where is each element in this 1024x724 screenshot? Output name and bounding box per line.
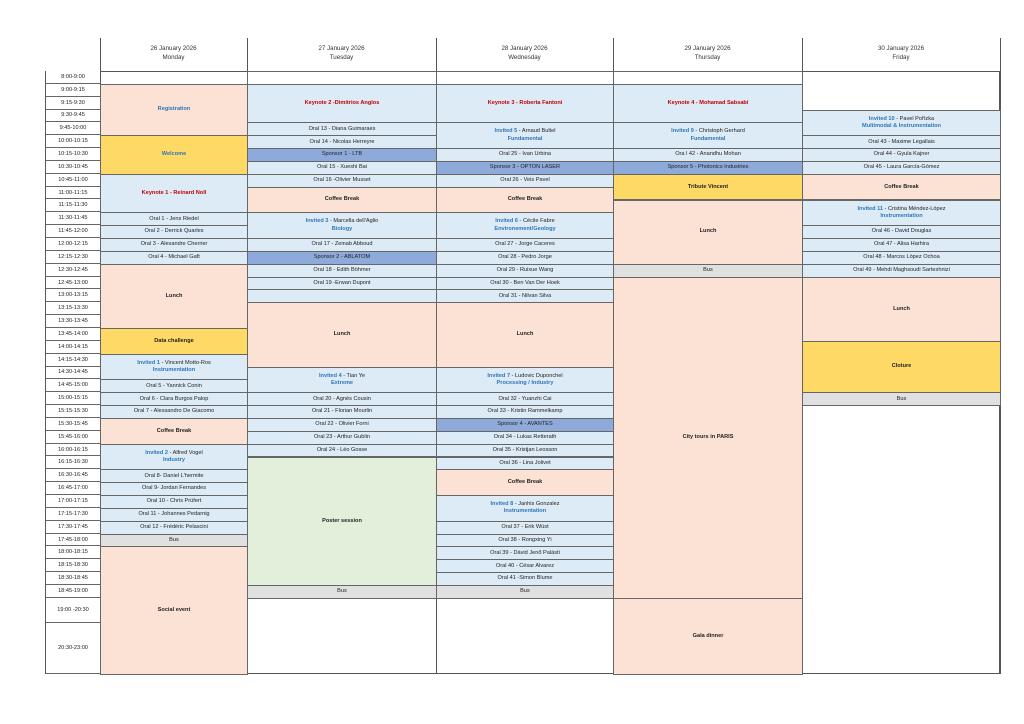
session-title: Oral 27 - Jorge Caceres (495, 241, 555, 248)
time-slot: 15:00-15:15 (46, 392, 100, 405)
session-block[interactable] (436, 444, 614, 458)
session-type: Invited 2 (145, 449, 168, 456)
session-block[interactable] (247, 122, 437, 136)
session-block[interactable] (247, 302, 437, 367)
session-block[interactable] (613, 598, 803, 675)
time-slot: 16:45-17:00 (46, 482, 100, 495)
time-slot: 14:30-14:45 (46, 367, 100, 380)
session-title: Oral 9- Jordan Fernandes (141, 485, 207, 492)
session-title: Oral 7 - Alessandro De Giacomo (133, 408, 215, 415)
day-date: 26 January 2026 (150, 45, 197, 52)
session-block[interactable] (100, 225, 248, 239)
session-title: Invited 6 - Cécile Fabre (495, 218, 555, 225)
session-block[interactable] (436, 457, 614, 471)
time-slot: 15:45-16:00 (46, 431, 100, 444)
session-title: Tribute Vincent (687, 183, 729, 190)
session-type: Invited 10 (868, 115, 895, 122)
session-title: Keynote 4 - Mohamad Sabsabi (667, 99, 749, 106)
session-title: Welcome (161, 151, 187, 158)
session-title: Oral 47 - Alisa Harhira (873, 241, 930, 248)
session-type: Invited 9 (671, 128, 694, 135)
session-block[interactable] (100, 251, 248, 265)
session-block[interactable] (100, 508, 248, 522)
session-block[interactable] (436, 469, 614, 496)
time-slot: 11:30-11:45 (46, 212, 100, 225)
time-slot: 11:00-11:15 (46, 187, 100, 200)
session-block[interactable] (100, 135, 248, 175)
day-weekday: Monday (162, 54, 185, 61)
session-title: Oral 6 - Clara Burgos Palop (139, 395, 209, 402)
session-title: Oral 30 - Ben Van Der Hoek (490, 279, 560, 286)
session-title: Oral 45 - Laura García-Gómez (863, 164, 940, 171)
session-title: Coffee Break (507, 479, 543, 486)
session-block[interactable] (247, 264, 437, 278)
session-block[interactable] (436, 392, 614, 406)
session-title: Oral 49 - Mehdi Maghsoudi Sarteshnizi (853, 267, 950, 274)
day-header (613, 44, 802, 70)
time-slot: 14:15-14:30 (46, 354, 100, 367)
session-block[interactable] (100, 264, 248, 329)
time-slot: 12:00-12:15 (46, 238, 100, 251)
session-title: Lunch (893, 305, 910, 312)
session-block[interactable] (100, 174, 248, 214)
time-slot: 15:15-15:30 (46, 405, 100, 418)
session-topic: Fundamental (507, 135, 543, 142)
session-block[interactable] (100, 405, 248, 419)
session-block[interactable] (802, 200, 1001, 227)
session-title: Oral 34 - Lukas Retterath (493, 434, 557, 441)
session-title: Oral 12 - Frédéric Pelascini (140, 524, 208, 531)
day-header (100, 44, 247, 70)
session-title: Invited 7 - Ludovic Duponchel (487, 372, 563, 379)
session-title: Oral 21 - Florian Mourlin (311, 408, 373, 415)
session-block[interactable] (613, 200, 803, 265)
day-header (802, 44, 1000, 70)
time-slot: 14:45-15:00 (46, 379, 100, 392)
session-block[interactable] (100, 546, 248, 674)
session-title: Oral 33 - Kristin Rammelkamp (487, 408, 563, 415)
session-title: Oral 19 -Erwan Dupont (313, 279, 371, 286)
time-slot: 9:30-9:45 (46, 110, 100, 123)
session-block[interactable] (436, 405, 614, 419)
session-block[interactable] (436, 212, 614, 239)
time-slot: 18:45-19:00 (46, 585, 100, 598)
session-block[interactable] (613, 71, 803, 85)
session-title: Invited 1 - Vincent Motto-Ros (137, 359, 211, 366)
session-title: Sponsor 4 - AVANTES (497, 421, 553, 428)
session-block[interactable] (100, 379, 248, 393)
session-type: Invited 11 (857, 205, 883, 212)
session-block[interactable] (436, 161, 614, 175)
time-slot: 13:15-13:30 (46, 302, 100, 315)
session-title: Keynote 3 - Roberta Fantoni (487, 99, 563, 106)
session-topic: Fundamental (690, 135, 726, 142)
session-block[interactable] (436, 174, 614, 188)
session-title: Invited 10 - Pavel Pořízka (868, 115, 935, 122)
session-block[interactable] (613, 277, 803, 599)
session-block[interactable] (802, 161, 1001, 175)
session-title: Social event (157, 607, 191, 613)
session-block[interactable] (100, 418, 248, 445)
time-slot: 10:45-11:00 (46, 174, 100, 187)
session-block[interactable] (247, 71, 437, 85)
session-title: Oral 4 - Michael Gaft (148, 254, 200, 261)
session-block[interactable] (247, 135, 437, 149)
session-title: Coffee Break (507, 196, 543, 203)
session-title: Invited 9 - Christoph Gerhard (671, 128, 745, 135)
time-slot: 13:45-14:00 (46, 328, 100, 341)
session-title: Oral 11 - Johannes Pedarnig (138, 511, 210, 518)
time-slot: 8:00-9:00 (46, 71, 100, 84)
session-title: Oral 32 - Yuanzhi Cai (498, 395, 552, 402)
session-topic: Extreme (330, 379, 354, 386)
session-block[interactable] (247, 444, 437, 458)
session-title: Lunch (333, 331, 351, 338)
session-block[interactable] (247, 585, 437, 599)
session-title: Oral 22 - Olivier Forni (315, 421, 369, 428)
session-block[interactable] (613, 84, 803, 124)
session-title: Oral 48 - Marcos López Ochoa (863, 254, 940, 261)
session-type: Invited 5 (494, 128, 518, 135)
session-title: Lunch (165, 292, 183, 299)
session-block[interactable] (436, 71, 614, 85)
session-block[interactable] (100, 238, 248, 252)
session-title: Oral 31 - Nilvan Silva (498, 292, 552, 299)
session-title: Oral 1 - Jens Riedel (149, 215, 199, 222)
session-topic: Biology (331, 225, 353, 232)
session-block[interactable] (247, 251, 437, 265)
session-title: Gala dinner (692, 632, 724, 639)
session-topic: Processing / Industry (496, 379, 554, 386)
session-block[interactable] (100, 392, 248, 406)
session-title: Data challenge (154, 337, 194, 344)
time-slot: 11:15-11:30 (46, 200, 100, 213)
session-title: Oral 8- Daniel L'hermite (144, 472, 204, 479)
time-slot: 12:30-12:45 (46, 264, 100, 277)
session-block[interactable] (436, 264, 614, 278)
session-block[interactable] (436, 367, 614, 394)
session-block[interactable] (100, 84, 248, 136)
session-block[interactable] (436, 418, 614, 432)
session-title: Oral 14 - Nicolas Herreyre (309, 138, 375, 145)
day-weekday: Thursday (694, 54, 721, 61)
day-weekday: Tuesday (329, 54, 354, 61)
session-block[interactable] (436, 238, 614, 252)
session-block[interactable] (436, 572, 614, 586)
session-block[interactable] (436, 521, 614, 535)
session-topic: Industry (162, 456, 186, 463)
session-block[interactable] (100, 354, 248, 381)
session-title: Oral 35 - Kristjan Leosson (492, 446, 558, 453)
session-block[interactable] (802, 225, 1001, 239)
time-slot: 17:30-17:45 (46, 521, 100, 534)
session-block[interactable] (802, 110, 1001, 137)
session-title: Oral 20 - Agnès Cousin (313, 395, 371, 402)
session-block[interactable] (247, 174, 437, 188)
session-title: Oral 40 - César Alvarez (495, 562, 555, 569)
session-title: Bus (703, 267, 713, 274)
time-slot: 13:00-13:15 (46, 289, 100, 302)
time-slot: 17:15-17:30 (46, 508, 100, 521)
day-header (436, 44, 613, 70)
time-slot: 16:00-16:15 (46, 444, 100, 457)
time-slot: 13:30-13:45 (46, 315, 100, 328)
session-block[interactable] (436, 277, 614, 291)
session-block[interactable] (247, 238, 437, 252)
session-block[interactable] (802, 277, 1001, 342)
day-weekday: Friday (892, 54, 910, 61)
session-block[interactable] (436, 302, 614, 367)
session-block[interactable] (436, 559, 614, 573)
time-slot: 9:45-10:00 (46, 122, 100, 135)
session-topic: Instrumentation (152, 367, 196, 374)
session-block[interactable] (613, 148, 803, 162)
session-block[interactable] (247, 212, 437, 239)
session-block[interactable] (436, 84, 614, 124)
time-slot: 14:00-14:15 (46, 341, 100, 354)
day-weekday: Wednesday (508, 54, 541, 61)
session-topic: Environement/Geology (494, 225, 556, 232)
time-slot: 18:30-18:45 (46, 572, 100, 585)
session-title: Oral 5 - Yannick Conin (146, 382, 202, 389)
session-title: Invited 8 - Janhis Gonzalez (490, 501, 560, 508)
session-block[interactable] (100, 495, 248, 509)
session-title: Bus (169, 536, 179, 543)
session-block[interactable] (100, 469, 248, 483)
session-title: Sponsor 2 - ABLATOM (313, 254, 371, 261)
time-slot: 11:45-12:00 (46, 225, 100, 238)
session-title: City tours in PARIS (682, 434, 734, 441)
session-title: Invited 2 - Alfred Vogel (145, 449, 203, 456)
session-type: Invited 8 (490, 501, 514, 508)
day-date: 30 January 2026 (877, 45, 925, 52)
session-title: Oral 24 - Léo Gosse (316, 446, 368, 453)
time-slot: 18:00-18:15 (46, 546, 100, 559)
session-title: Oral 46 - David Douglas (871, 228, 932, 235)
session-title: Oral 29 - Ruixue Wang (496, 267, 554, 274)
session-title: Sponsor 3 - OPTON LASER (489, 164, 561, 171)
session-title: Oral 15 - Xueshi Bai (316, 164, 368, 171)
session-title: Poster session (322, 517, 362, 524)
session-block[interactable] (802, 392, 1001, 406)
session-block[interactable] (613, 161, 803, 175)
session-block[interactable] (613, 264, 803, 278)
session-title: Ora l 42 - Anandhu Mohan (675, 151, 741, 158)
session-title: Oral 16 -Olivier Musset (313, 177, 371, 184)
time-slot: 10:00-10:15 (46, 135, 100, 148)
time-slot: 16:30-16:45 (46, 469, 100, 482)
session-title: Invited 4 - Tian Ye (318, 372, 366, 379)
session-block[interactable] (436, 495, 614, 522)
session-title: Oral 41 -Simon Blume (497, 575, 553, 582)
session-block[interactable] (802, 174, 1001, 201)
session-type: Invited 1 (137, 359, 160, 366)
time-slot: 17:00-17:15 (46, 495, 100, 508)
time-slot: 10:30-10:45 (46, 161, 100, 174)
session-title: Coffee Break (324, 196, 360, 203)
session-block[interactable] (247, 84, 437, 124)
session-topic: Instrumentation (503, 508, 547, 515)
session-block[interactable] (247, 418, 437, 432)
session-block[interactable] (802, 251, 1001, 265)
session-title: Oral 17 - Zeinab Abboud (311, 241, 373, 248)
session-block[interactable] (247, 161, 437, 175)
session-block[interactable] (613, 122, 803, 149)
session-block[interactable] (247, 289, 437, 303)
session-title: Invited 3 - Marcella dell'Aglio (305, 218, 379, 225)
session-block[interactable] (247, 392, 437, 406)
time-slot: 12:45-13:00 (46, 277, 100, 290)
session-block[interactable] (802, 148, 1001, 162)
time-slot: 19:00 -20:30 (46, 598, 100, 624)
time-slot: 9:00-9:15 (46, 84, 100, 97)
session-title: Oral 23 - Arthur Gublin (314, 434, 370, 441)
session-block[interactable] (100, 521, 248, 535)
session-title: Oral 26 - Veis Pavel (500, 177, 550, 184)
time-slot: 10:15-10:30 (46, 148, 100, 161)
session-title: Oral 37 - Erik Wüst (501, 524, 549, 531)
time-slot: 16:15-16:30 (46, 457, 100, 470)
time-slot: 17:45-18:00 (46, 534, 100, 547)
session-title: Bus (896, 395, 907, 402)
session-block[interactable] (247, 405, 437, 419)
session-topic: Instrumentation (880, 212, 923, 219)
session-title: Oral 13 - Diana Guimaraes (308, 125, 376, 132)
time-slot: 18:15-18:30 (46, 559, 100, 572)
session-title: Keynote 2 -Dimitrios Anglos (304, 99, 380, 106)
session-block[interactable] (436, 585, 614, 599)
session-block[interactable] (436, 534, 614, 548)
session-block[interactable] (436, 187, 614, 214)
session-block[interactable] (436, 148, 614, 162)
session-title: Lunch (699, 228, 717, 235)
session-block[interactable] (436, 289, 614, 303)
time-slot: 20:30-23:00 (46, 623, 100, 674)
session-title: Coffee Break (156, 427, 192, 434)
session-type: Invited 6 (495, 218, 518, 225)
session-block[interactable] (247, 431, 437, 445)
time-slot: 12:15-12:30 (46, 251, 100, 264)
session-block[interactable] (247, 457, 437, 587)
day-header (247, 44, 436, 70)
session-title: Oral 2 - Derrick Quarles (144, 228, 204, 235)
session-block[interactable] (802, 238, 1001, 252)
session-block[interactable] (100, 482, 248, 496)
session-title: Oral 10 - Chris Prüfert (146, 498, 202, 505)
session-type: Invited 3 (305, 218, 329, 225)
session-type: Invited 4 (318, 372, 342, 379)
session-title: Registration (157, 106, 191, 113)
session-block[interactable] (247, 187, 437, 214)
session-block[interactable] (247, 367, 437, 394)
session-title: Invited 5 - Arnaud Bultel (494, 128, 556, 135)
session-title: Lunch (516, 331, 534, 338)
day-date: 28 January 2026 (501, 45, 548, 52)
session-title: Oral 43 - Maxime Legallais (868, 138, 935, 145)
session-title: Bus (337, 588, 347, 595)
session-title: Keynote 1 - Reinard Noll (141, 189, 207, 196)
session-block[interactable] (436, 431, 614, 445)
session-topic: Multimodal & Instrumentation (862, 122, 941, 129)
session-title: Bus (520, 588, 530, 595)
session-title: Cloture (891, 363, 912, 370)
time-slot: 15:30-15:45 (46, 418, 100, 431)
session-title: Oral 36 - Lina Jolivet (499, 459, 551, 466)
session-title: Oral 3 - Alexandre Cherrier (140, 241, 208, 248)
session-title: Coffee Break (884, 183, 919, 190)
session-block[interactable] (100, 444, 248, 471)
session-title: Oral 39 - Dávid Jenő Palásti (490, 549, 560, 556)
session-title: Sponsor 1 - LTB (321, 151, 363, 158)
session-block[interactable] (802, 135, 1001, 149)
session-title: Sponsor 5 - Photonics Industries (667, 164, 749, 171)
session-title: Oral 44 - Gyula Kajner (873, 151, 930, 158)
day-date: 29 January 2026 (684, 45, 731, 52)
time-slot: 9:15-9:30 (46, 97, 100, 110)
session-block[interactable] (802, 341, 1001, 393)
session-block[interactable] (436, 546, 614, 560)
session-block[interactable] (247, 148, 437, 162)
session-type: Invited 7 (487, 372, 511, 379)
session-block[interactable] (247, 277, 437, 291)
session-block[interactable] (802, 264, 1001, 278)
session-block[interactable] (100, 534, 248, 548)
session-title: Oral 38 - Rongxing Yi (498, 536, 552, 543)
session-title: Invited 11 - Cristina Méndez-López (857, 205, 946, 212)
session-title: Oral 28 - Pedro Jorge (498, 254, 552, 261)
day-date: 27 January 2026 (318, 45, 365, 52)
session-title: Oral 18 - Edith Böhmer (313, 267, 371, 274)
session-block[interactable] (436, 122, 614, 149)
session-block[interactable] (100, 328, 248, 355)
session-title: Oral 25 - Ivan Urbina (499, 151, 551, 158)
session-block[interactable] (613, 174, 803, 201)
session-block[interactable] (100, 212, 248, 226)
session-block[interactable] (436, 251, 614, 265)
